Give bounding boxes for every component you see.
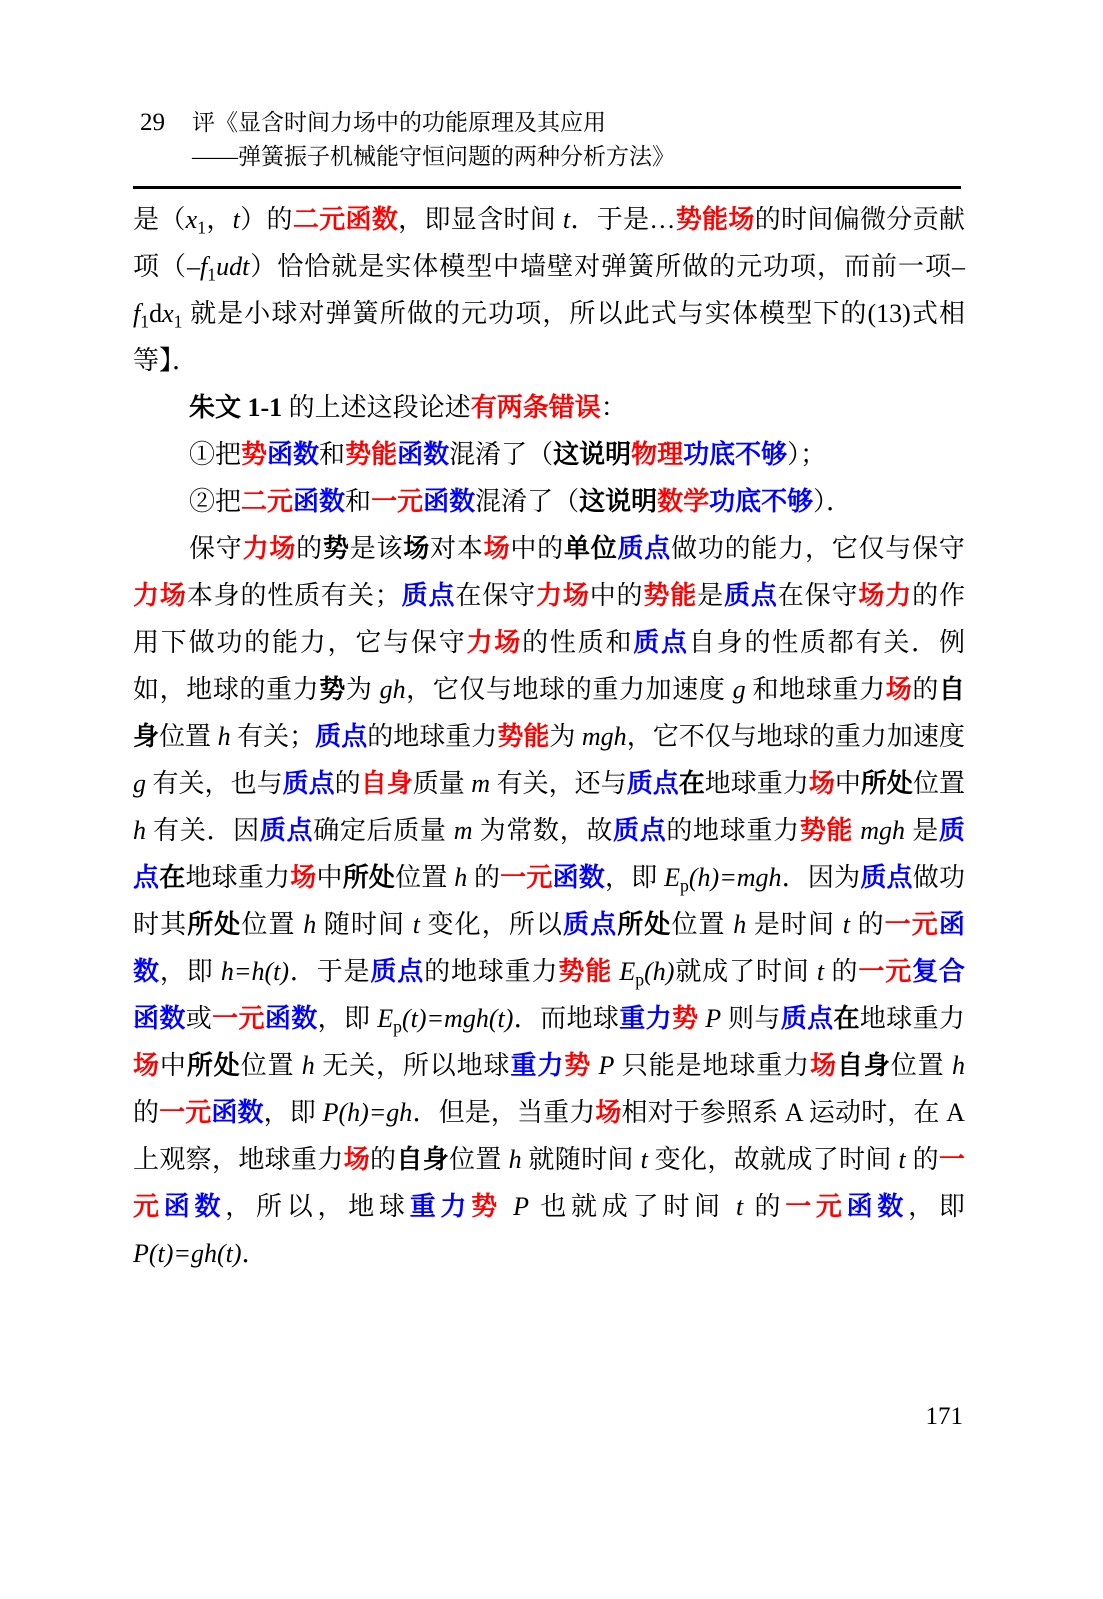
text-segment: 的 — [905, 1145, 939, 1174]
highlight-red: 场 — [810, 1051, 837, 1080]
text-segment: 的 — [133, 1098, 160, 1127]
text-segment: ． — [241, 1239, 268, 1268]
math-E: E — [612, 957, 636, 986]
text-segment: 也就成了时间 — [529, 1192, 736, 1221]
highlight-blue: 复合 — [912, 957, 965, 986]
text-segment: 或 — [185, 1004, 213, 1033]
text-segment: ①把 — [189, 440, 242, 469]
highlight-red: 力场 — [133, 581, 187, 610]
text-segment: 本身的性质有关； — [186, 581, 401, 610]
highlight-blue: 质点 — [780, 1004, 834, 1033]
highlight-red: 一元 — [371, 487, 424, 516]
text-segment: 为 — [549, 722, 582, 751]
highlight-blue: 功底不够 — [683, 440, 788, 469]
text-bold: 场 — [403, 534, 431, 563]
text-segment: 自身的性质都有关．例如，地球的重力 — [133, 628, 965, 704]
highlight-blue: 质点 — [613, 816, 667, 845]
text-bold: 在 — [159, 863, 186, 892]
math-expression: gh — [379, 675, 406, 704]
math-expression: mgh — [853, 816, 913, 845]
text-segment: 的时间偏微分贡献项（ — [133, 205, 965, 281]
text-segment: ，即显含时间 — [398, 205, 563, 234]
text-segment: 则与 — [721, 1004, 781, 1033]
highlight-blue: 函数 — [211, 1098, 264, 1127]
text-segment: 随时间 — [316, 910, 413, 939]
math-h: h — [508, 1145, 522, 1174]
math-P: P — [501, 1192, 530, 1221]
math-t: t — [816, 957, 825, 986]
text-segment: 在保守 — [455, 581, 536, 610]
highlight-blue: 函数 — [293, 487, 346, 516]
text-segment: 是（ — [133, 205, 186, 234]
highlight-blue: 质点 — [724, 581, 778, 610]
text-segment: 只能是地球重力 — [614, 1051, 811, 1080]
text-segment: ， — [206, 205, 233, 234]
text-segment: 是时间 — [746, 910, 843, 939]
highlight-red: 势能 — [497, 722, 550, 751]
math-h: h — [733, 910, 747, 939]
highlight-red: 场 — [595, 1098, 622, 1127]
text-bold: 这说明 — [553, 440, 632, 469]
text-bold: 所处 — [617, 910, 672, 939]
text-segment: ．而地球 — [513, 1004, 620, 1033]
highlight-blue: 质点 — [315, 722, 368, 751]
text-segment: 的地球重力 — [367, 722, 498, 751]
text-segment: 为常数，故 — [472, 816, 614, 845]
text-segment: 就是小球对弹簧所做的元功项，所以此式与实体模型下的(13)式相等】． — [133, 299, 965, 375]
math-expression: mgh — [581, 722, 627, 751]
text-segment: 无关，所以地球 — [314, 1051, 511, 1080]
math-expression: –f — [186, 252, 208, 281]
highlight-blue: 质点 — [633, 628, 689, 657]
text-segment: 地球重力 — [185, 863, 291, 892]
highlight-red: 势能 — [558, 957, 613, 986]
text-segment: 位置 — [241, 910, 304, 939]
text-segment: ②把 — [189, 487, 242, 516]
text-segment: 地球重力 — [859, 1004, 965, 1033]
text-segment: 做功时其 — [133, 863, 965, 939]
highlight-red: 数学 — [657, 487, 710, 516]
text-segment: ）恰恰就是实体模型中墙壁对弹簧所做的元功项，而前一项 — [249, 252, 952, 281]
math-h: h — [951, 1051, 965, 1080]
text-bold: 势 — [319, 675, 346, 704]
text-segment: 对本 — [430, 534, 484, 563]
math-differential: d — [149, 299, 163, 328]
text-segment: ，即 — [605, 863, 665, 892]
text-segment: ，它仅与地球的重力加速度 — [405, 675, 733, 704]
text-segment: ，即 — [159, 957, 221, 986]
text-segment: 的 — [912, 675, 939, 704]
text-segment: ，即 — [263, 1098, 323, 1127]
text-segment: 和 — [345, 487, 372, 516]
text-bold: 势 — [322, 534, 350, 563]
text-segment: 位置 — [912, 769, 965, 798]
text-segment: 相对于参照系 A 运动时，在 A 上观察，地球重力 — [133, 1098, 965, 1174]
text-segment: 的 — [824, 957, 859, 986]
paragraph-5 — [133, 525, 965, 1277]
text-segment: 的 — [296, 534, 323, 563]
highlight-red: 势能 — [643, 581, 698, 610]
text-bold: 所处 — [860, 769, 913, 798]
highlight-red: 力场 — [242, 534, 297, 563]
math-subscript: p — [635, 969, 645, 990]
highlight-red: 一元 — [133, 1145, 965, 1221]
text-segment: 位置 — [890, 1051, 952, 1080]
highlight-blue: 函数 — [267, 440, 320, 469]
paragraph-3 — [133, 431, 965, 478]
math-expression: –f — [133, 252, 965, 328]
text-bold: 自身 — [396, 1145, 450, 1174]
text-segment: 中的 — [589, 581, 644, 610]
highlight-red: 一元 — [500, 863, 553, 892]
highlight-blue: 质点 — [133, 816, 965, 892]
text-segment: 有关．因 — [146, 816, 260, 845]
text-segment: 中的 — [510, 534, 564, 563]
text-segment: 有关，还与 — [490, 769, 627, 798]
text-segment: 是 — [697, 581, 725, 610]
highlight-blue: 质点 — [617, 534, 672, 563]
highlight-blue: 函数 — [133, 1004, 186, 1033]
text-bold: 所处 — [342, 863, 396, 892]
paragraph-4 — [133, 478, 965, 525]
highlight-blue: 函数 — [163, 1192, 226, 1221]
text-segment: 的 — [743, 1192, 786, 1221]
highlight-blue: 重力 — [510, 1051, 565, 1080]
math-t: t — [412, 910, 420, 939]
text-segment: 有关； — [230, 722, 316, 751]
math-expression: P(t)=gh(t) — [133, 1239, 242, 1268]
math-expression: udt — [216, 252, 250, 281]
highlight-red: 场 — [290, 863, 317, 892]
math-expression: (h)=mgh — [688, 863, 782, 892]
highlight-blue: 重力 — [619, 1004, 672, 1033]
page-number: 171 — [925, 1403, 963, 1430]
math-h: h — [454, 863, 468, 892]
math-h: h — [133, 816, 146, 845]
text-segment: 的地球重力 — [666, 816, 800, 845]
text-segment: 变化，所以 — [419, 910, 564, 939]
highlight-red: 场 — [343, 1145, 371, 1174]
text-segment: 质量 — [412, 769, 472, 798]
highlight-blue: 质点 — [860, 863, 913, 892]
highlight-red: 场 — [483, 534, 511, 563]
text-segment: ）． — [813, 487, 853, 516]
text-segment: 的 — [467, 863, 501, 892]
highlight-red: 一元 — [884, 910, 939, 939]
text-segment: 位置 — [449, 1145, 509, 1174]
highlight-blue: 函数 — [423, 487, 476, 516]
text-segment: 保守 — [189, 534, 243, 563]
text-segment: 的地球重力 — [424, 957, 559, 986]
highlight-red: 场 — [885, 675, 913, 704]
page-header — [140, 106, 960, 174]
text-segment: 的 — [334, 769, 361, 798]
text-segment: 的 — [370, 1145, 397, 1174]
header-divider — [133, 186, 961, 189]
text-segment: ）； — [787, 440, 827, 469]
highlight-blue: 质点 — [282, 769, 335, 798]
text-bold: 在 — [833, 1004, 860, 1033]
math-h: h — [217, 722, 231, 751]
math-m: m — [453, 816, 473, 845]
highlight-red: 力场 — [535, 581, 590, 610]
math-P: P — [591, 1051, 615, 1080]
text-bold: 自身 — [133, 675, 965, 751]
text-segment: 的 — [849, 910, 885, 939]
highlight-red: 势能 — [345, 440, 398, 469]
math-subscript: p — [393, 1016, 402, 1037]
highlight-red: 二元函数 — [292, 205, 399, 234]
highlight-blue: 质点 — [563, 910, 618, 939]
paragraph-2 — [133, 384, 965, 431]
text-segment: 为 — [345, 675, 380, 704]
math-h: h — [301, 1051, 315, 1080]
text-segment: 位置 — [671, 910, 734, 939]
math-P: P — [698, 1004, 722, 1033]
text-segment: 位置 — [240, 1051, 302, 1080]
math-subscript: 1 — [197, 217, 207, 238]
text-segment: 有关，也与 — [146, 769, 283, 798]
highlight-red: 一元 — [159, 1098, 212, 1127]
math-E: E — [377, 1004, 394, 1033]
text-segment: 的性质和 — [522, 628, 634, 657]
math-x: x — [162, 299, 174, 328]
math-t: t — [735, 1192, 744, 1221]
highlight-red: 力场 — [466, 628, 523, 657]
highlight-red: 势能 — [799, 816, 854, 845]
highlight-red: 一元 — [858, 957, 913, 986]
text-segment: ．因为 — [781, 863, 861, 892]
highlight-red: 势能场 — [675, 205, 755, 234]
text-segment: 混淆了（ — [475, 487, 580, 516]
header-title-line-2: ——弹簧振子机械能守恒问题的两种分析方法》 — [192, 144, 675, 169]
text-segment: 的作用下做功的能力，它与保守 — [133, 581, 965, 657]
math-t: t — [898, 1145, 906, 1174]
highlight-red: 场 — [808, 769, 835, 798]
body-text — [133, 196, 965, 1277]
text-segment: 中 — [316, 863, 343, 892]
text-segment: 变化，故就成了时间 — [647, 1145, 899, 1174]
text-segment: 做功的能力，它仅与保守 — [671, 534, 965, 563]
text-segment: ： — [600, 393, 627, 422]
highlight-blue: 功底不够 — [709, 487, 814, 516]
paragraph-1 — [133, 196, 965, 384]
highlight-blue: 函数 — [552, 863, 606, 892]
text-segment: 中 — [834, 769, 861, 798]
highlight-red: 有两条错误 — [470, 393, 601, 422]
math-subscript: 1 — [173, 311, 183, 332]
math-m: m — [471, 769, 491, 798]
math-subscript: 1 — [207, 264, 217, 285]
text-segment: ，即 — [317, 1004, 378, 1033]
text-bold: 在 — [678, 769, 705, 798]
highlight-red: 二元 — [241, 487, 294, 516]
text-segment: 的上述这段论述 — [288, 393, 471, 422]
text-segment: ．于是 — [289, 957, 371, 986]
text-segment: ．但是，当重力 — [412, 1098, 596, 1127]
text-bold: 单位 — [563, 534, 618, 563]
highlight-red: 势 — [671, 1004, 699, 1033]
math-t: t — [562, 205, 571, 234]
text-segment: 是该 — [349, 534, 404, 563]
math-t: t — [232, 205, 240, 234]
highlight-blue: 质点 — [370, 957, 425, 986]
math-x: x — [185, 205, 198, 234]
highlight-blue: 函数 — [264, 1004, 318, 1033]
highlight-blue: 函数 — [846, 1192, 909, 1221]
text-segment: 在保守 — [777, 581, 859, 610]
text-segment: 确定后质量 — [313, 816, 454, 845]
text-segment: 中 — [159, 1051, 187, 1080]
highlight-blue: 质点 — [259, 816, 314, 845]
text-segment: ，它不仅与地球的重力加速度 — [626, 722, 965, 751]
text-segment: ）的 — [239, 205, 293, 234]
header-title-text: 评《显含时间力场中的功能原理及其应用 — [192, 110, 606, 135]
math-h: h — [303, 910, 317, 939]
highlight-red: 物理 — [631, 440, 684, 469]
text-segment: 位置 — [395, 863, 455, 892]
text-segment: 混淆了（ — [449, 440, 554, 469]
text-segment: 位置 — [159, 722, 218, 751]
highlight-red: 场力 — [858, 581, 913, 610]
math-t: t — [640, 1145, 648, 1174]
text-segment: ．于是… — [570, 205, 676, 234]
text-segment: 就成了时间 — [674, 957, 817, 986]
text-bold: 自身 — [836, 1051, 891, 1080]
text-segment: 是 — [912, 816, 939, 845]
highlight-blue: 重力 — [409, 1192, 472, 1221]
header-title-line-1 — [140, 106, 960, 140]
highlight-red: 势 — [564, 1051, 592, 1080]
text-segment: 和 — [319, 440, 346, 469]
math-expression: (h) — [644, 957, 675, 986]
highlight-red: 一元 — [212, 1004, 265, 1033]
highlight-blue: 函数 — [133, 910, 965, 986]
text-segment: ，即 — [908, 1192, 965, 1221]
math-E: E — [664, 863, 681, 892]
text-segment: 就随时间 — [521, 1145, 641, 1174]
math-t: t — [842, 910, 850, 939]
highlight-red: 场 — [133, 1051, 160, 1080]
math-g: g — [732, 675, 746, 704]
section-number: 29 — [140, 109, 165, 136]
text-segment: ，所以，地球 — [225, 1192, 410, 1221]
highlight-blue: 质点 — [626, 769, 679, 798]
math-expression: (t)=mgh(t) — [401, 1004, 514, 1033]
highlight-red: 势 — [241, 440, 268, 469]
text-bold: 所处 — [187, 910, 242, 939]
text-bold: 这说明 — [579, 487, 658, 516]
text-bold: 所处 — [186, 1051, 241, 1080]
math-g: g — [133, 769, 146, 798]
text-segment: 和地球重力 — [745, 675, 886, 704]
highlight-blue: 质点 — [400, 581, 456, 610]
math-subscript: 1 — [140, 311, 150, 332]
math-subscript: p — [680, 875, 689, 896]
highlight-red: 一元 — [785, 1192, 847, 1221]
highlight-red: 势 — [471, 1192, 502, 1221]
math-expression: P(h)=gh — [322, 1098, 413, 1127]
text-segment: 地球重力 — [704, 769, 809, 798]
math-expression: h=h(t) — [220, 957, 289, 986]
reference-label: 朱文 1-1 — [189, 393, 289, 422]
highlight-red: 自身 — [360, 769, 413, 798]
highlight-blue: 函数 — [397, 440, 450, 469]
